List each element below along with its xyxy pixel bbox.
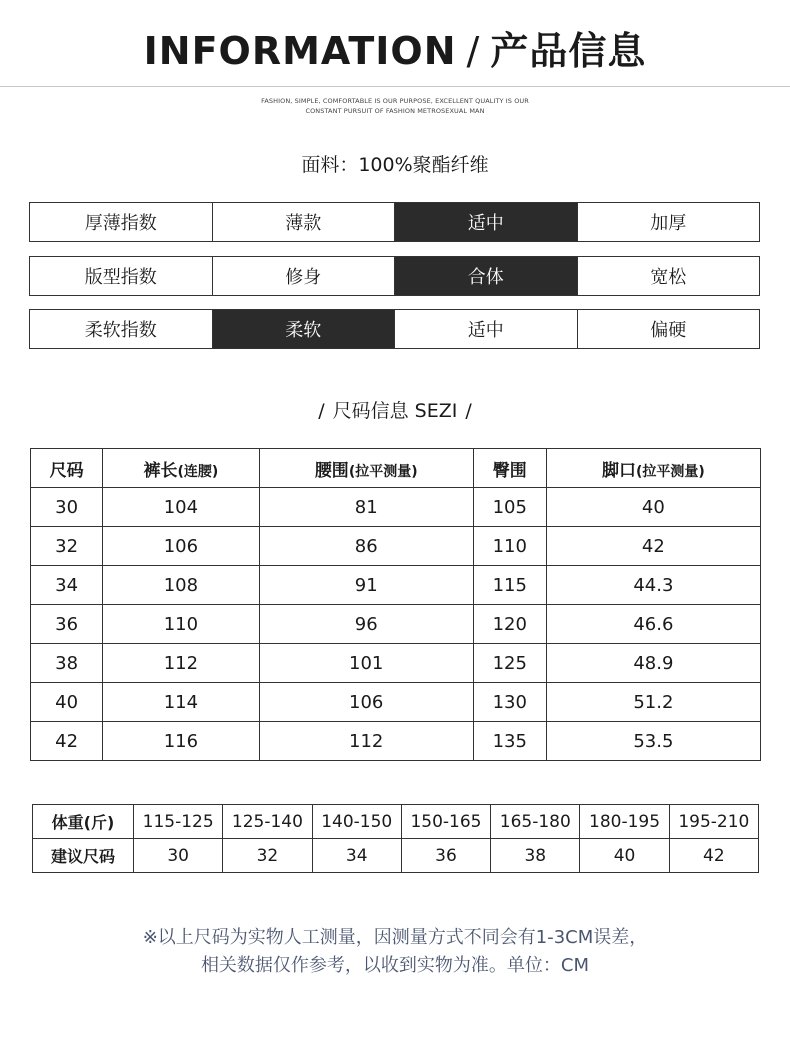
index-option: 薄款 [212,203,395,241]
size-header-cell [546,449,760,488]
measurement-note [0,924,790,980]
size-table-header [31,449,761,488]
table-cell: 48.9 [546,644,760,683]
weight-cell: 38 [491,839,580,873]
header-sub: (拉平测量) [348,463,418,480]
suggested-size-row [33,839,759,873]
table-cell: 32 [31,527,103,566]
table-cell: 42 [546,527,760,566]
header-main: 臀围 [492,460,527,481]
size-header-cell [473,449,546,488]
header-main: 裤长 [143,460,178,481]
size-header-cell [31,449,103,488]
fabric-composition: 面料：100%聚酯纤维 [301,154,489,176]
index-option: 宽松 [577,257,760,295]
index-option-selected: 柔软 [212,310,395,348]
weight-cell: 34 [312,839,401,873]
size-section-title [0,396,790,426]
weight-cell: 42 [669,839,758,873]
table-cell: 110 [473,527,546,566]
table-row [31,722,761,761]
table-cell: 36 [31,605,103,644]
index-option: 偏硬 [577,310,760,348]
size-header-cell [103,449,259,488]
index-label: 柔软指数 [84,320,157,341]
slogan-line-2: CONSTANT PURSUIT OF FASHION METROSEXUAL MAN [305,107,485,115]
index-option: 修身 [212,257,395,295]
header-sub: (连腰) [177,463,219,480]
weight-cell: 195-210 [669,805,758,839]
weight-row-head: 体重(斤) [33,805,134,839]
note-line-1: ※以上尺码为实物人工测量，因测量方式不同会有1-3CM误差， [142,927,648,948]
table-cell: 120 [473,605,546,644]
index-row [29,309,760,349]
table-cell: 106 [103,527,259,566]
page-title [0,26,790,76]
table-cell: 34 [31,566,103,605]
table-row [31,605,761,644]
index-option: 适中 [394,310,577,348]
header [0,0,790,86]
weight-cell: 36 [401,839,490,873]
table-cell: 81 [259,488,473,527]
weight-cell: 30 [134,839,223,873]
table-cell: 91 [259,566,473,605]
slogan [0,96,790,116]
size-table [30,448,761,761]
header-main: 脚口 [601,460,636,481]
section-slash-left: / [318,400,325,422]
table-row [31,644,761,683]
weight-cell: 165-180 [491,805,580,839]
table-cell: 38 [31,644,103,683]
table-cell: 112 [103,644,259,683]
note-line-2: 相关数据仅作参考，以收到实物为准。单位：CM [200,955,590,976]
table-cell: 125 [473,644,546,683]
title-english: INFORMATION [143,29,457,73]
table-cell: 135 [473,722,546,761]
table-row [31,566,761,605]
index-row [29,202,760,242]
weight-row [33,805,759,839]
table-cell: 53.5 [546,722,760,761]
weight-cell: 140-150 [312,805,401,839]
table-cell: 116 [103,722,259,761]
weight-cell: 125-140 [223,805,312,839]
table-cell: 46.6 [546,605,760,644]
index-option-selected: 适中 [394,203,577,241]
header-sub: (拉平测量) [635,463,705,480]
table-cell: 96 [259,605,473,644]
table-cell: 86 [259,527,473,566]
table-cell: 110 [103,605,259,644]
weight-cell: 115-125 [134,805,223,839]
weight-cell: 32 [223,839,312,873]
weight-cell: 180-195 [580,805,669,839]
index-label: 版型指数 [84,267,157,288]
size-header-cell [259,449,473,488]
table-cell: 105 [473,488,546,527]
table-cell: 30 [31,488,103,527]
section-title-text: 尺码信息 SEZI [332,400,458,422]
index-option-selected: 合体 [394,257,577,295]
weight-cell: 40 [580,839,669,873]
table-row [31,488,761,527]
table-cell: 40 [546,488,760,527]
slogan-line-1: FASHION, SIMPLE, COMFORTABLE IS OUR PURPOSE, EXCELLENT QUALITY IS OUR [261,97,529,105]
table-row [31,527,761,566]
title-divider [0,86,790,87]
index-label: 厚薄指数 [84,213,157,234]
index-row [29,256,760,296]
table-cell: 104 [103,488,259,527]
title-separator: / [466,29,481,73]
table-cell: 130 [473,683,546,722]
weight-cell: 150-165 [401,805,490,839]
title-chinese: 产品信息 [490,29,647,73]
weight-row-head: 建议尺码 [33,839,134,873]
table-cell: 51.2 [546,683,760,722]
table-cell: 101 [259,644,473,683]
table-cell: 40 [31,683,103,722]
table-cell: 112 [259,722,473,761]
table-cell: 115 [473,566,546,605]
table-cell: 108 [103,566,259,605]
table-row [31,683,761,722]
table-cell: 44.3 [546,566,760,605]
size-table-body [31,488,761,761]
header-main: 尺码 [49,460,84,481]
table-cell: 114 [103,683,259,722]
section-slash-right: / [465,400,472,422]
index-option: 加厚 [577,203,760,241]
weight-table [32,804,759,873]
table-cell: 42 [31,722,103,761]
header-main: 腰围 [314,460,349,481]
table-cell: 106 [259,683,473,722]
